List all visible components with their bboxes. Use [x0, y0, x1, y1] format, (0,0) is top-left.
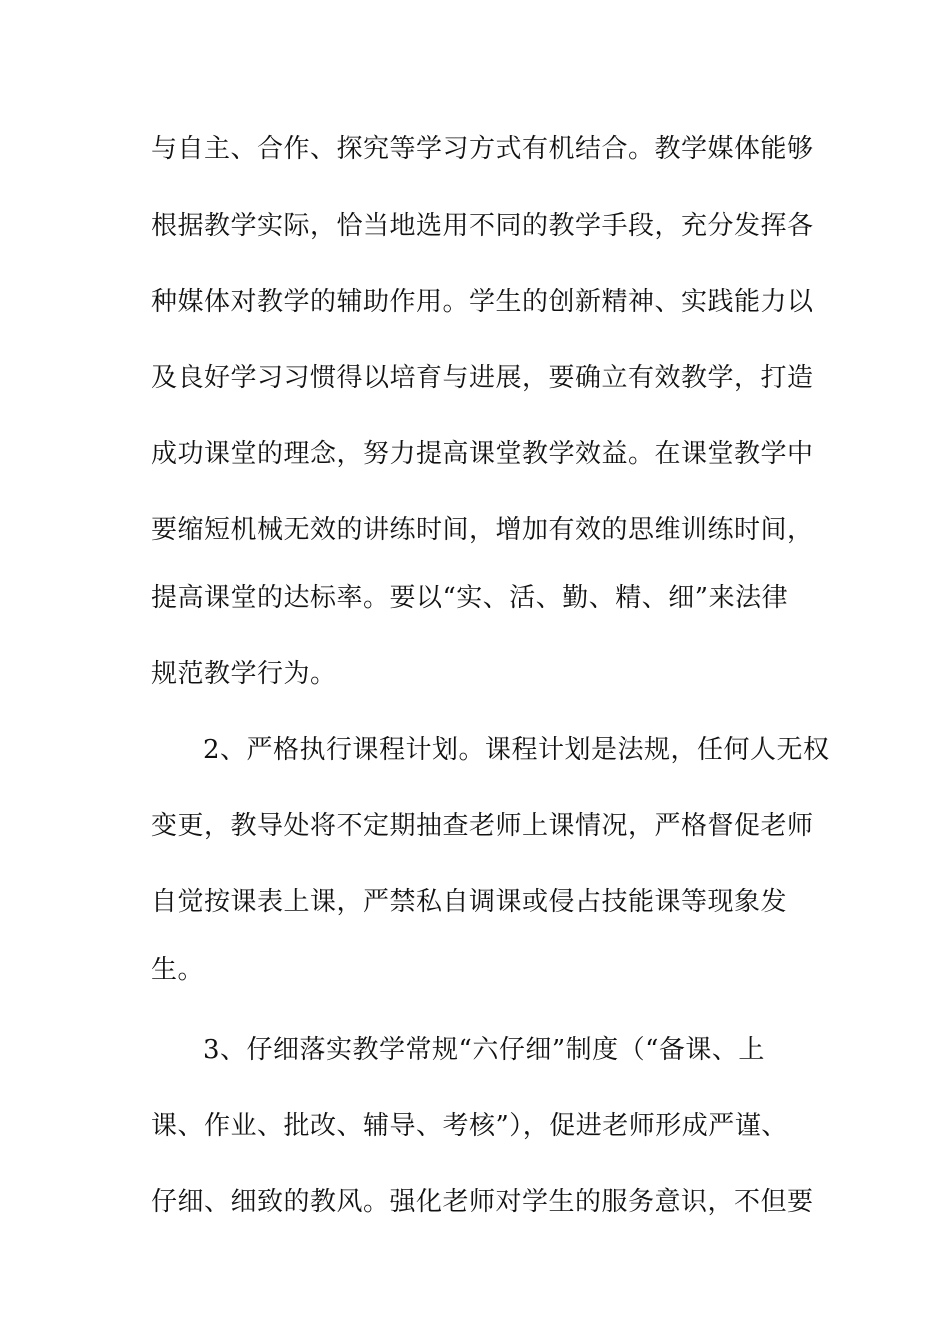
paragraph-2-start: 2、严格执行课程计划。课程计划是法规，任何人无权	[203, 735, 830, 765]
text-line: 种媒体对教学的辅助作用。学生的创新精神、实践能力以	[151, 287, 814, 317]
text-line: 要缩短机械无效的讲练时间，增加有效的思维训练时间，	[151, 515, 814, 545]
text-line: 及良好学习习惯得以培育与进展，要确立有效教学，打造	[151, 363, 814, 393]
text-line: 仔细、细致的教风。强化老师对学生的服务意识，不但要	[151, 1187, 814, 1217]
text-line: 课、作业、批改、辅导、考核”），促进老师形成严谨、	[151, 1111, 788, 1141]
text-line: 根据教学实际，恰当地选用不同的教学手段，充分发挥各	[151, 211, 814, 241]
text-line: 生。	[151, 955, 205, 985]
text-line: 提高课堂的达标率。要以“实、活、勤、精、细”来法律	[151, 583, 789, 613]
text-line: 成功课堂的理念，努力提高课堂教学效益。在课堂教学中	[151, 439, 814, 469]
text-line: 变更，教导处将不定期抽查老师上课情况，严格督促老师	[151, 811, 814, 841]
text-line: 规范教学行为。	[151, 659, 337, 689]
text-line: 自觉按课表上课，严禁私自调课或侵占技能课等现象发	[151, 887, 788, 917]
text-line: 与自主、合作、探究等学习方式有机结合。教学媒体能够	[151, 134, 814, 164]
paragraph-3-start: 3、仔细落实教学常规“六仔细”制度（“备课、上	[203, 1035, 765, 1065]
